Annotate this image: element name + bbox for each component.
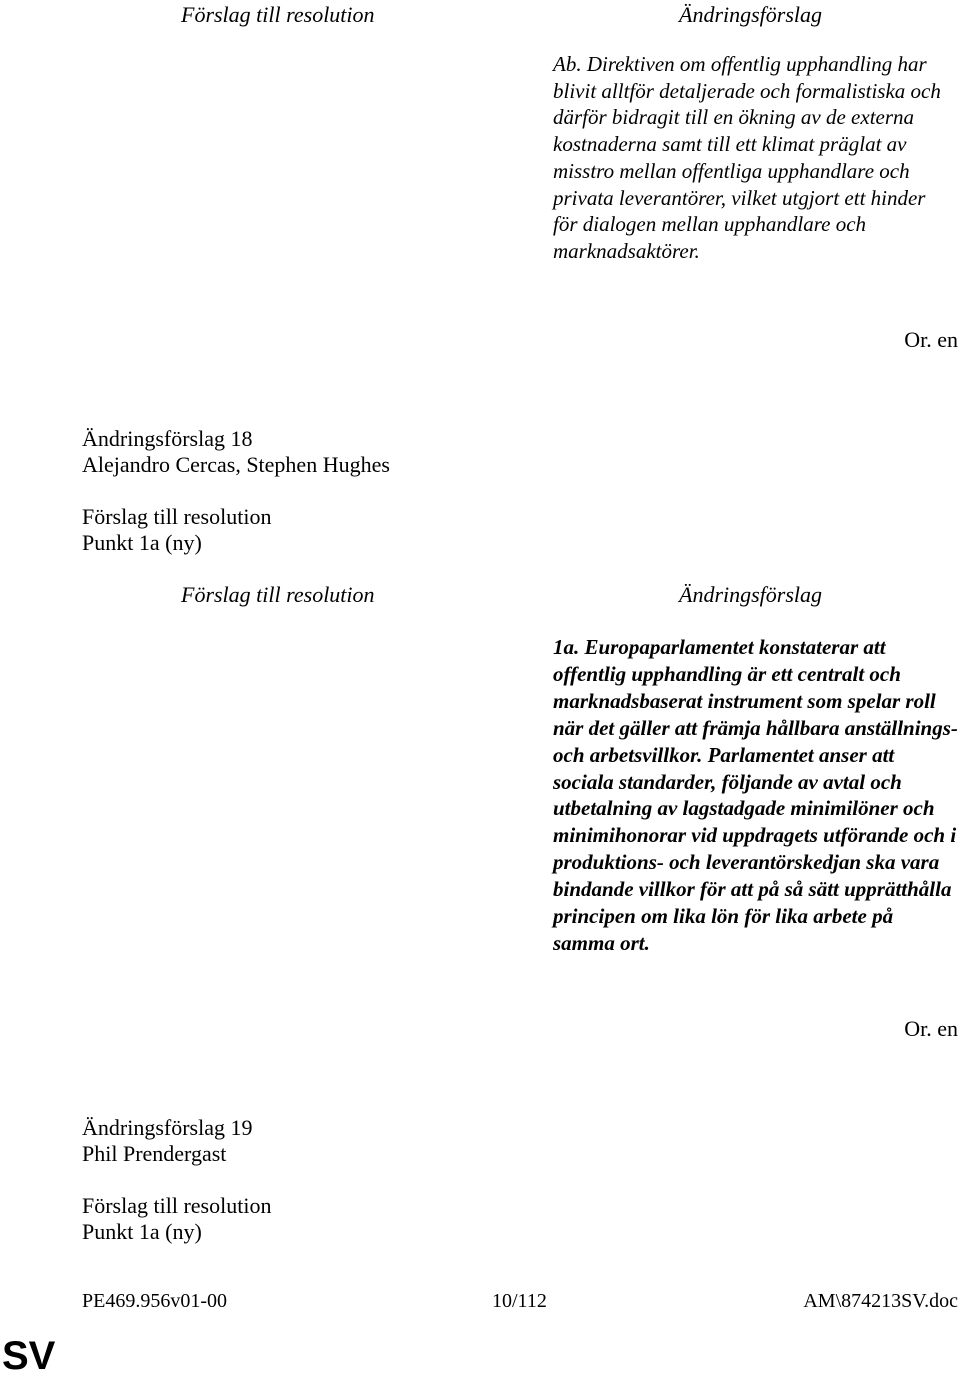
language-badge: SV bbox=[2, 1334, 56, 1378]
column-header-right: Ändringsförslag bbox=[679, 2, 823, 27]
amendment-heading: Ändringsförslag 18 bbox=[82, 426, 253, 451]
column-header-left: Förslag till resolution bbox=[181, 582, 375, 607]
original-language-label: Or. en bbox=[904, 1016, 958, 1041]
amendment-document: Förslag till resolution bbox=[82, 504, 272, 529]
amendment-19-header bbox=[82, 1115, 271, 1245]
amendment-point: Punkt 1a (ny) bbox=[82, 530, 202, 555]
amendment-authors: Phil Prendergast bbox=[82, 1141, 227, 1166]
column-header-left: Förslag till resolution bbox=[181, 2, 375, 27]
amendment-point: Punkt 1a (ny) bbox=[82, 1219, 202, 1244]
footer-filename: AM\874213SV.doc bbox=[803, 1290, 958, 1312]
footer-reference: PE469.956v01-00 bbox=[82, 1290, 227, 1312]
amendment-document: Förslag till resolution bbox=[82, 1193, 272, 1218]
column-header-right: Ändringsförslag bbox=[679, 582, 823, 607]
amendment-18-text: 1a. Europaparlamentet konstaterar att offentlig upphandling är ett centralt och marknadsbaserat instrument som spelar roll när det gäller att främja hållbara anställnings- och arbetsvillkor. Parlamentet anser att sociala standarder, följande av avtal och utbetalning av lagstadgade minimilöner och minimihonorar vid uppdragets utförande och i produktions- och leverantörskedjan ska vara bindande villkor för att på så sätt upprätthålla principen om lika lön för lika arbete på samma ort. bbox=[553, 635, 958, 955]
amendment-heading: Ändringsförslag 19 bbox=[82, 1115, 253, 1140]
amendment-18-header bbox=[82, 426, 390, 556]
amendment-authors: Alejandro Cercas, Stephen Hughes bbox=[82, 452, 390, 477]
amendment-text-top: Ab. Direktiven om offentlig upphandling har blivit alltför detaljerade och formalistiska och därför bidragit till en ökning av de externa kostnaderna samt till ett klimat präglat av misstro mellan offentliga upphandlare och privata leverantörer, vilket utgjort ett hinder för dialogen mellan upphandlare och marknadsaktörer. bbox=[553, 52, 941, 263]
footer-page-number: 10/112 bbox=[492, 1290, 547, 1312]
original-language-label: Or. en bbox=[904, 327, 958, 352]
